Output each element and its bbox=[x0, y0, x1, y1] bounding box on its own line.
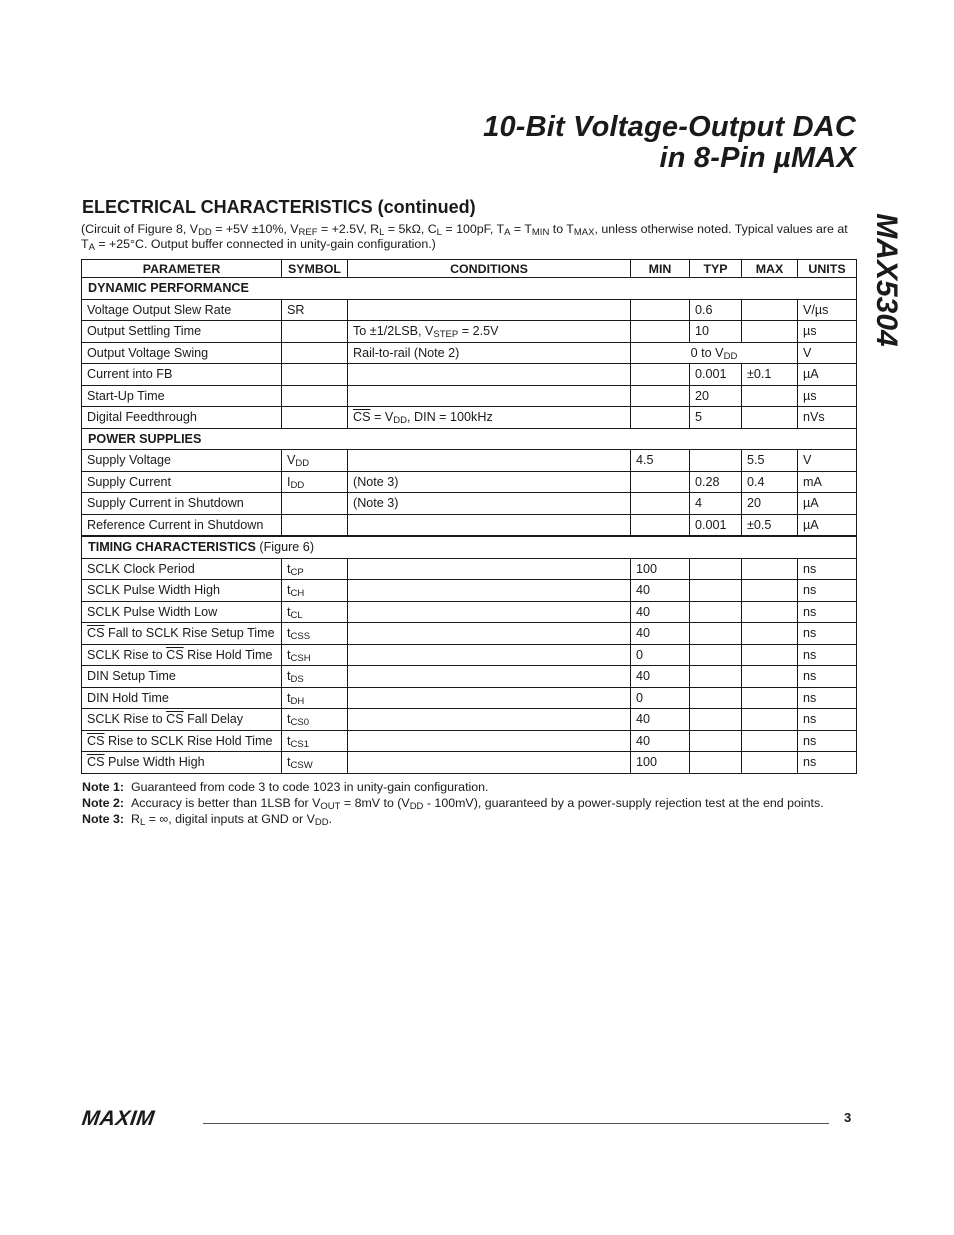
table-row: Output Voltage Swing Rail-to-rail (Note 2) 0 to $V_{DD}$ V bbox=[82, 342, 857, 364]
table-row: SCLK Pulse Width Low $t_{CL}$ 40 ns bbox=[82, 601, 857, 623]
col-parameter: PARAMETER bbox=[82, 260, 282, 278]
maxim-logo: MAXIM bbox=[80, 1107, 157, 1130]
table-row: Start-Up Time 20 µs bbox=[82, 385, 857, 407]
table-row: Output Settling Time To ±1/2LSB, $V_{STEP} = 2.5V$ 10 µs bbox=[82, 321, 857, 343]
section-label: POWER SUPPLIES bbox=[82, 428, 857, 450]
table-row: Supply Current $I_{DD}$ (Note 3) 0.28 0.4 mA bbox=[82, 471, 857, 493]
table-row: SCLK Rise to $\overline{CS}$ Rise Hold Time $t_{CSH}$ 0 ns bbox=[82, 644, 857, 666]
table-row: SCLK Pulse Width High $t_{CH}$ 40 ns bbox=[82, 580, 857, 602]
col-units: UNITS bbox=[798, 260, 857, 278]
table-row: $\overline{CS}$ Rise to SCLK Rise Hold Time $t_{CS1}$ 40 ns bbox=[82, 730, 857, 752]
title-line-1: 10-Bit Voltage-Output DAC bbox=[483, 111, 856, 143]
col-conditions: CONDITIONS bbox=[348, 260, 631, 278]
table-header-row bbox=[82, 260, 857, 278]
page-number: 3 bbox=[844, 1110, 852, 1125]
table-row: $\overline{CS}$ Fall to SCLK Rise Setup Time $t_{CSS}$ 40 ns bbox=[82, 623, 857, 645]
note-3: Note 3: $R_L$ = ∞, digital inputs at GND or $V_{DD}$. bbox=[82, 812, 333, 828]
note-2: Note 2: Accuracy is better than 1LSB for $V_{OUT} = 8mV$ to $(V_{DD} - 100mV)$, guaranteed by a power-supply rejection test at the end points. bbox=[82, 796, 824, 812]
footer-divider bbox=[203, 1123, 829, 1124]
document-title bbox=[483, 112, 856, 174]
section-label-text: TIMING CHARACTERISTICS bbox=[88, 540, 256, 555]
section-figure-ref: (Figure 6) bbox=[259, 540, 315, 555]
notes bbox=[82, 779, 842, 827]
table-row: DIN Setup Time $t_{DS}$ 40 ns bbox=[82, 666, 857, 688]
section-title: ELECTRICAL CHARACTERISTICS (continued) bbox=[82, 197, 476, 217]
table-row: Current into FB 0.001 ±0.1 µA bbox=[82, 364, 857, 386]
note-1: Note 1: Guaranteed from code 3 to code 1023 in unity-gain configuration. bbox=[82, 780, 489, 794]
col-typ: TYP bbox=[690, 260, 742, 278]
table-row: DIN Hold Time $t_{DH}$ 0 ns bbox=[82, 687, 857, 709]
table-row: Supply Current in Shutdown (Note 3) 4 20 µA bbox=[82, 493, 857, 515]
table-row: SCLK Clock Period $t_{CP}$ 100 ns bbox=[82, 558, 857, 580]
title-line-2: in 8-Pin µMAX bbox=[659, 142, 856, 174]
table-row: SCLK Rise to $\overline{CS}$ Fall Delay $t_{CS0}$ 40 ns bbox=[82, 709, 857, 731]
section-row-timing bbox=[82, 536, 857, 558]
table-row: $\overline{CS}$ Pulse Width High $t_{CSW}$ 100 ns bbox=[82, 752, 857, 774]
section-label: DYNAMIC PERFORMANCE bbox=[82, 278, 857, 300]
section-label bbox=[82, 536, 857, 558]
part-number-label: MAX5304 bbox=[870, 213, 903, 347]
section-row-dynamic bbox=[82, 278, 857, 300]
col-symbol: SYMBOL bbox=[282, 260, 348, 278]
table-row: Digital Feedthrough $\overline{CS} = V_{DD}$, DIN = 100kHz 5 nVs bbox=[82, 407, 857, 429]
test-conditions: (Circuit of Figure 8, $V_{DD} = +5V \pm 10\%$, $V_{REF} = +2.5V$, $R_L = 5k\Omega$, $C_L = 100pF$, $T_A = T_{MIN}$ to $T_{MAX}$, unless otherwise noted. Typical values are at $T_A = +25^\circ C$. Output buffer connected in unity-gain configuration.) bbox=[81, 222, 848, 253]
table-row: Reference Current in Shutdown 0.001 ±0.5 µA bbox=[82, 514, 857, 536]
table-row: Supply Voltage $V_{DD}$ 4.5 5.5 V bbox=[82, 450, 857, 472]
side-part-number bbox=[846, 200, 926, 360]
table-row: Voltage Output Slew Rate SR 0.6 V/µs bbox=[82, 299, 857, 321]
section-row-power bbox=[82, 428, 857, 450]
col-max: MAX bbox=[742, 260, 798, 278]
electrical-characteristics-table bbox=[81, 259, 857, 774]
col-min: MIN bbox=[631, 260, 690, 278]
